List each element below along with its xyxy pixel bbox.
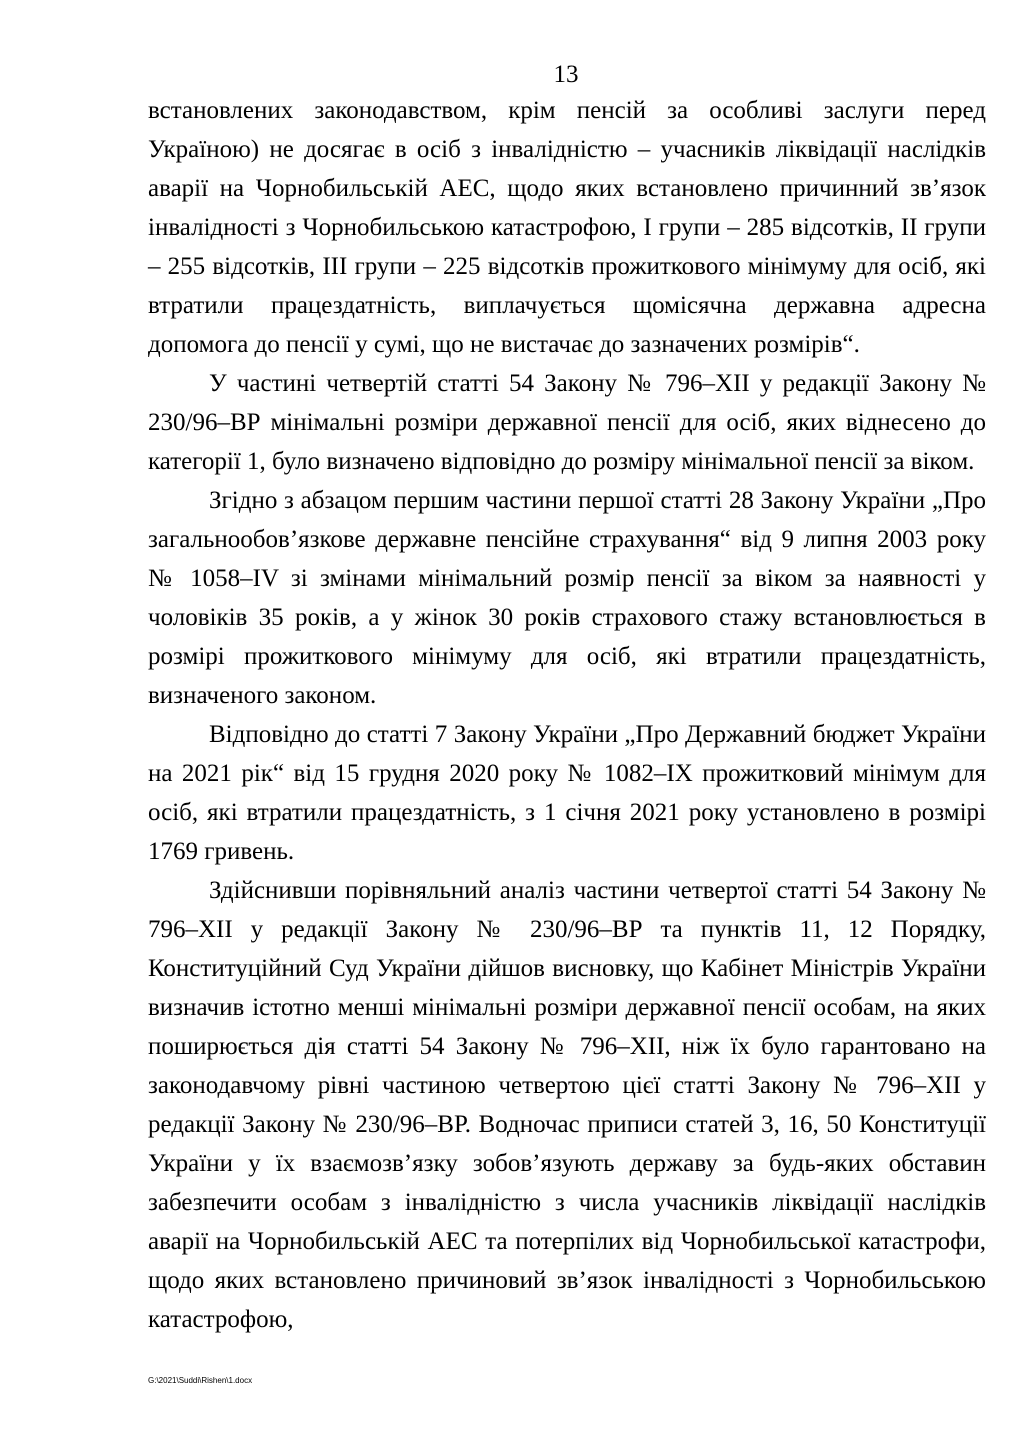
footer-file-path: G:\2021\Suddi\Rishen\1.docx [148,1376,253,1385]
paragraph-state-budget-2021: Відповідно до статті 7 Закону України „Про Державний бюджет України на 2021 рік“ від 15 грудня 2020 року № 1082–IX прожитковий мінімум для осіб, які втратили працездатність, з 1 січня 2021 року установлено в розмірі 1769 гривень. [148,721,986,865]
paragraph-pension-insurance-law: Згідно з абзацом першим частини першої статті 28 Закону України „Про загальнообов’язкове державне пенсійне страхування“ від 9 липня 2003 року № 1058–IV зі змінами мінімальний розмір пенсії за віком за наявності у чоловіків 35 років, а у жінок 30 років страхового стажу встановлюється в розмірі прожиткового мінімуму для осіб, які втратили працездатність, визначеного законом. [148,487,986,709]
paragraph-court-conclusion: Здійснивши порівняльний аналіз частини четвертої статті 54 Закону № 796–XII у редакції Закону № 230/96–ВР та пунктів 11, 12 Порядку, Конституційний Суд України дійшов висновку, що Кабінет Міністрів України визначив істотно менші мінімальні розміри державної пенсії особам, на яких поширюється дія статті 54 Закону № 796–XII, ніж їх було гарантовано на законодавчому рівні частиною четвертою цієї статті Закону № 796–XII у редакції Закону № 230/96–ВР. Водночас приписи статей 3, 16, 50 Конституції України у їх взаємозв’язку зобов’язують державу за будь-яких обставин забезпечити особам з інвалідністю з числа учасників ліквідації наслідків аварії на Чорнобильській АЕС та потерпілих від Чорнобильської катастрофи, щодо яких встановлено причиновий зв’язок інвалідності з Чорнобильською катастрофою, [148,877,986,1333]
document-body [148,91,986,1339]
paragraph-article-54-part-4: У частині четвертій статті 54 Закону № 796–XII у редакції Закону № 230/96–ВР мінімальні розміри державної пенсії для осіб, яких віднесено до категорії 1, було визначено відповідно до розміру мінімальної пенсії за віком. [148,370,986,475]
page-number: 13 [553,61,579,88]
paragraph-continuation: встановлених законодавством, крім пенсій за особливі заслуги перед Україною) не досягає в осіб з інвалідністю – учасників ліквідації наслідків аварії на Чорнобильській АЕС, щодо яких встановлено причинний зв’язок інвалідності з Чорнобильською катастрофою, І групи – 285 відсотків, ІІ групи – 255 відсотків, ІІІ групи – 225 відсотків прожиткового мінімуму для осіб, які втратили працездатність, виплачується щомісячна державна адресна допомога до пенсії у сумі, що не вистачає до зазначених розмірів“. [148,97,986,358]
